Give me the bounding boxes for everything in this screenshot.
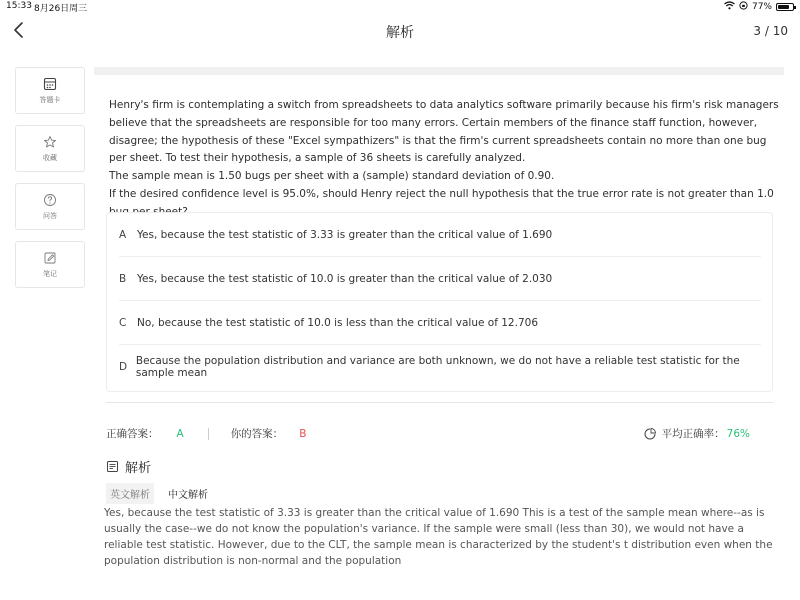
option-c[interactable] (119, 301, 761, 345)
analysis-title: 解析 (125, 461, 152, 476)
sidebar (15, 67, 85, 299)
top-divider (94, 67, 784, 75)
question-stem (109, 97, 779, 222)
option-text: No, because the test statistic of 10.0 is less than the critical value of 12.706 (137, 316, 538, 329)
tab-chinese-analysis[interactable]: 中文解析 (168, 490, 208, 501)
battery-percent: 77% (751, 2, 772, 12)
star-icon (43, 135, 57, 149)
page-counter: 3 / 10 (753, 24, 788, 38)
question-paragraph: Henry's firm is contemplating a switch from spreadsheets to data analytics software primarily because his firm's risk managers believe that the spreadsheets are responsible for too many errors. Certain members of the finance staff function, however, disagree; the hypothesis of these "Excel sympathizers" is that the firm's current spreadsheets contain no more than one bug per sheet. To test their hypothesis, a sample of 36 sheets is carefully analyzed. (109, 99, 779, 165)
average-accuracy-value: 76% (726, 427, 750, 440)
tab-english-analysis[interactable]: 英文解析 (106, 483, 154, 504)
battery-level (778, 5, 789, 9)
option-text: Because the population distribution and variance are both unknown, we do not have a reliable test statistic for the sample mean (135, 355, 740, 379)
nav-bar (0, 14, 800, 48)
page-title: 解析 (386, 25, 414, 41)
status-time: 15:33 (6, 1, 32, 11)
sidebar-item-label: 答题卡 (39, 95, 61, 104)
sidebar-item-label: 笔记 (43, 269, 57, 278)
average-accuracy (644, 426, 750, 441)
sidebar-item-label: 收藏 (43, 153, 57, 162)
analysis-heading (106, 457, 151, 476)
your-answer-label: 你的答案： (230, 428, 284, 440)
option-text: Yes, because the test statistic of 10.0 is greater than the critical value of 2.030 (137, 272, 553, 285)
section-divider (106, 402, 773, 403)
question-icon (43, 193, 57, 207)
option-letter: D (119, 361, 128, 373)
note-icon (43, 251, 57, 265)
qa-button[interactable] (15, 183, 85, 230)
option-d[interactable] (119, 345, 761, 389)
analysis-text: Yes, because the test statistic of 3.33 is greater than the critical value of 1.690 This is a test of the sample mean where--as is usually the case--we do not know the population's variance. If the sample were small (less than 30), we would not have a reliable test statistic. However, due to the CLT, the sample mean is characterized by the student's t distribution even when the population distribution is non-normal and the population (104, 507, 773, 567)
option-letter: B (119, 272, 127, 285)
question-paragraph: The sample mean is 1.50 bugs per sheet with a (sample) standard deviation of 0.90. (109, 170, 555, 183)
status-right (724, 1, 794, 13)
status-bar (0, 0, 800, 14)
option-a[interactable] (119, 213, 761, 257)
note-button[interactable] (15, 241, 85, 288)
your-answer-value: B (299, 427, 307, 440)
battery-icon (776, 3, 794, 11)
orientation-lock-icon (739, 1, 748, 13)
question-paragraph: If the desired confidence level is 95.0%, should Henry reject the null hypothesis that the true error rate is not greater than 1.0 (109, 187, 774, 200)
answer-summary (106, 426, 306, 441)
answer-separator (208, 428, 209, 440)
favorite-button[interactable] (15, 125, 85, 172)
correct-answer-label: 正确答案： (106, 428, 159, 440)
answer-sheet-button[interactable] (15, 67, 85, 114)
analysis-tabs (106, 483, 212, 504)
correct-answer-value: A (176, 427, 184, 440)
status-date: 8月26日周三 (34, 4, 88, 14)
option-b[interactable] (119, 257, 761, 301)
pie-chart-icon (644, 428, 656, 440)
option-text: Yes, because the test statistic of 3.33 is greater than the critical value of 1.690 (137, 228, 553, 241)
document-icon (106, 460, 119, 473)
average-accuracy-label: 平均正确率： (661, 428, 725, 440)
sidebar-item-label: 问答 (43, 211, 57, 220)
answer-sheet-icon (43, 77, 57, 91)
option-letter: C (119, 316, 127, 329)
options-card (106, 212, 773, 392)
wifi-icon (724, 1, 735, 13)
option-letter: A (119, 228, 127, 241)
